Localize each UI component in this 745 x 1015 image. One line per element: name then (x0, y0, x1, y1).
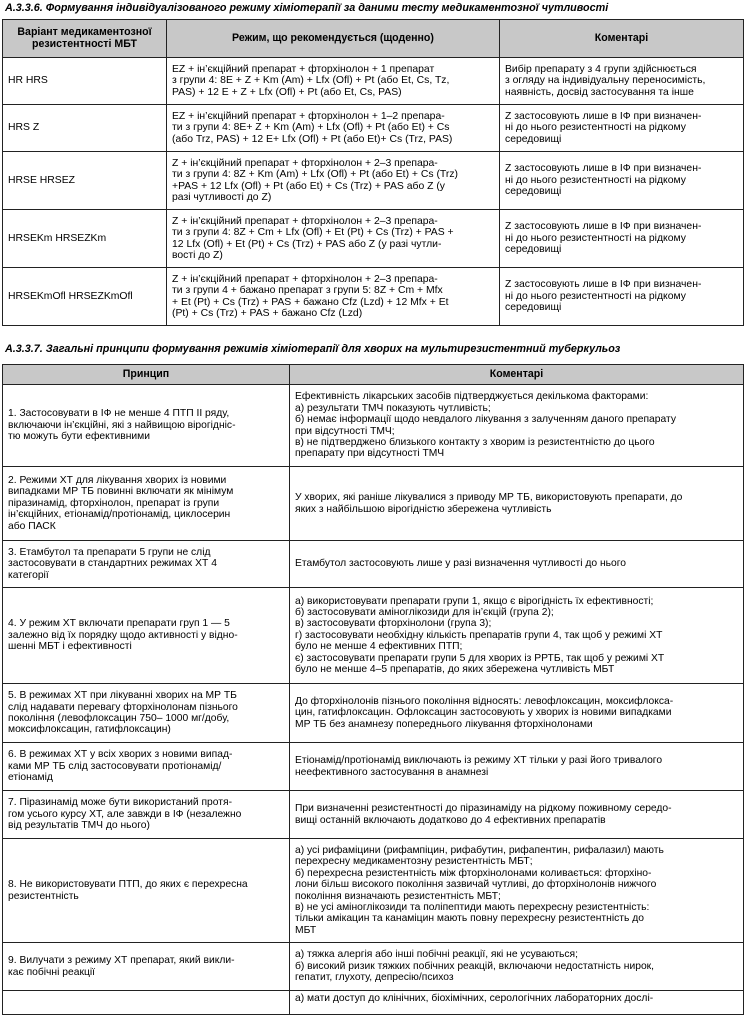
table-row (3, 58, 744, 105)
table-row (3, 839, 744, 943)
table1-comment-cell: Z застосовують лише в ІФ при визначен- ні до нього резистентності на рідкому середовищі (500, 268, 744, 326)
table1-variant-cell: HRSEKm HRSEZKm (3, 210, 167, 268)
table-row (3, 105, 744, 152)
table1-header-row (3, 20, 744, 58)
table-row (3, 743, 744, 791)
table2-principle-cell: 3. Етамбутол та препарати 5 групи не слід застосовувати в стандартних режимах ХТ 4 категорії (3, 541, 290, 588)
table1-header-regimen: Режим, що рекомендується (щоденно) (167, 20, 500, 58)
table2-comment-cell: Етамбутол застосовують лише у разі визначення чутливості до нього (290, 541, 744, 588)
table2-principle-cell: 7. Піразинамід може бути використаний протя- гом усього курсу ХТ, але завжди в ІФ (незалежно від результатів ТМЧ до нього) (3, 791, 290, 839)
table1-header-comment: Коментарі (500, 20, 744, 58)
table1-header-variant: Варіант медикаментозної резистентності МБТ (3, 20, 167, 58)
table-row (3, 588, 744, 684)
table-row (3, 210, 744, 268)
table-row (3, 791, 744, 839)
table1-comment-cell: Z застосовують лише в ІФ при визначен- ні до нього резистентності на рідкому середовищі (500, 105, 744, 152)
table-row (3, 152, 744, 210)
table2-comment-cell: При визначенні резистентності до піразинаміду на рідкому поживному середо- вищі останній включають додатково до 4 ефективних препаратів (290, 791, 744, 839)
table-row (3, 385, 744, 467)
table1-regimen-cell: EZ + ін’єкційний препарат + фторхінолон + 1 препарат з групи 4: 8E + Z + Km (Am) + Lfx (Ofl) + Pt (або Et, Cs, Tz, PAS) + 12 E + Z + Lfx (Ofl) + Pt (або Et, Cs, PAS) (167, 58, 500, 105)
table1-variant-cell: HRSEKmOfl HRSEZKmOfl (3, 268, 167, 326)
table2-header-principle: Принцип (3, 365, 290, 385)
table-row (3, 684, 744, 743)
table1-regimen-cell: EZ + ін’єкційний препарат + фторхінолон + 1–2 препара- ти з групи 4: 8E+ Z + Km (Am) + Lfx (Ofl) + Pt (або Et) + Cs (або Trz, PAS) + 12 E+ Lfx (Ofl) + Pt (або Et)+ Cs (Trz, PAS) (167, 105, 500, 152)
principles-table (2, 364, 744, 1015)
table2-principle-cell: 5. В режимах ХТ при лікуванні хворих на МР ТБ слід надавати перевагу фторхінолонам пізнього покоління (левофлоксацин 750– 1000 мг/добу, моксифлоксацин, гатифлоксацин) (3, 684, 290, 743)
table1-caption: А.3.3.6. Формування індивідуалізованого режиму хіміотерапії за даними тесту медикаментозної чутливості (5, 2, 609, 14)
table2-principle-cell: 6. В режимах ХТ у всіх хворих з новими випад- ками МР ТБ слід застосовувати протіонамід/ етіонамід (3, 743, 290, 791)
table-row (3, 943, 744, 991)
table1-variant-cell: HRSE HRSEZ (3, 152, 167, 210)
table2-principle-cell: 2. Режими ХТ для лікування хворих із новими випадками МР ТБ повинні включати як мінімум піразинамід, фторхінолон, препарат із групи ін’єкційних, етіонамід/протіонамід, циклосерин або ПАСК (3, 467, 290, 541)
table2-principle-cell: 4. У режим ХТ включати препарати груп 1 — 5 залежно від їх порядку щодо активності у відно- шенні МБТ і ефективності (3, 588, 290, 684)
table2-principle-cell: 9. Вилучати з режиму ХТ препарат, який викли- кає побічні реакції (3, 943, 290, 991)
table-row (3, 467, 744, 541)
table-row (3, 541, 744, 588)
table2-comment-cell: Ефективність лікарських засобів підтверджується декількома факторами: а) результати ТМЧ показують чутливість; б) немає інформації щодо невдалого лікування з залученням даного препарату при відсутності ТМЧ; в) не підтверджено близького контакту з хворим із резистентністю до цього препарату при відсутності ТМЧ (290, 385, 744, 467)
table1-variant-cell: HR HRS (3, 58, 167, 105)
table1-comment-cell: Z застосовують лише в ІФ при визначен- ні до нього резистентності на рідкому середовищі (500, 210, 744, 268)
table2-principle-cell (3, 991, 290, 1015)
table2-header-comment: Коментарі (290, 365, 744, 385)
table2-comment-cell: а) тяжка алергія або інші побічні реакції, які не усуваються; б) високий ризик тяжких побічних реакцій, включаючи недостатність нирок, гепатит, глухоту, депресію/психоз (290, 943, 744, 991)
table1-regimen-cell: Z + ін’єкційний препарат + фторхінолон + 2–3 препара- ти з групи 4: 8Z + Km (Am) + Lfx (Ofl) + Pt (або Et) + Cs (Trz) +PAS + 12 Lfx (Ofl) + Pt (або Et) + Cs (Trz) + PAS або Z (у разі чутливості до Z) (167, 152, 500, 210)
table2-comment-cell: а) усі рифаміцини (рифампіцин, рифабутин, рифапентин, рифалазил) мають перехресну медикаментозну резистентність МБТ; б) перехресна резистентність між фторхінолонами коливається: фторхіно- лони більш високого покоління зазвичай чутливі, до фторхінолонів нижчого покоління визначають резистентність МБТ; в) не усі аміноглікозиди та поліпептиди мають перехресну резистентність: тільки амікацин та канаміцин мають повну перехресну резистентність до МБТ (290, 839, 744, 943)
table2-comment-cell: Етіонамід/протіонамід виключають із режиму ХТ тільки у разі його тривалого неефективного застосування в анамнезі (290, 743, 744, 791)
table-row (3, 268, 744, 326)
table2-principle-cell: 1. Застосовувати в ІФ не менше 4 ПТП ІІ ряду, включаючи ін’єкційні, які з найвищою вірогіднiс- тю можуть бути ефективними (3, 385, 290, 467)
table2-principle-cell: 8. Не використовувати ПТП, до яких є перехресна резистентність (3, 839, 290, 943)
table1-variant-cell: HRS Z (3, 105, 167, 152)
table1-comment-cell: Вибір препарату з 4 групи здійснюється з огляду на індивідуальну переносимість, наявність, досвід застосування та інше (500, 58, 744, 105)
table2-comment-cell: До фторхінолонів пізнього покоління відносять: левофлоксацин, моксифлокса- цин, гатифлоксацин. Офлоксацин застосовують у хворих із новими випадками МР ТБ без анамнезу попереднього лікування фторхінолонами (290, 684, 744, 743)
table2-comment-cell: а) мати доступ до клінічних, біохімічних, серологічних лабораторних дослі- (290, 991, 744, 1015)
table2-comment-cell: а) використовувати препарати групи 1, якщо є вірогідність їх ефективності; б) застосовувати аміноглікозиди для ін’єкцій (група 2); в) застосовувати фторхінолони (група 3); г) застосовувати необхідну кількість препаратів групи 4, так щоб у режимі ХТ було не менше 4 ефективних ПТП; є) застосовувати препарати групи 5 для хворих із РРТБ, так щоб у режимі ХТ було не менше 4–5 препаратів, до яких збережена чутливість МБТ (290, 588, 744, 684)
table1-regimen-cell: Z + ін’єкційний препарат + фторхінолон + 2–3 препара- ти з групи 4: 8Z + Cm + Lfx (Ofl) + Et (Pt) + Cs (Trz) + PAS + 12 Lfx (Ofl) + Et (Pt) + Cs (Trz) + PAS або Z (у разі чутли- вості до Z) (167, 210, 500, 268)
table1-regimen-cell: Z + ін’єкційний препарат + фторхінолон + 2–3 препара- ти з групи 4 + бажано препарат з групи 5: 8Z + Cm + Mfx + Et (Pt) + Cs (Trz) + PAS + бажано Cfz (Lzd) + 12 Mfx + Et (Pt) + Cs (Trz) + PAS + бажано Cfz (Lzd) (167, 268, 500, 326)
table2-header-row (3, 365, 744, 385)
table1-comment-cell: Z застосовують лише в ІФ при визначен- ні до нього резистентності на рідкому середовищі (500, 152, 744, 210)
regimen-table (2, 19, 744, 326)
table2-caption: А.3.3.7. Загальні принципи формування режимів хіміотерапії для хворих на мультирезистентний туберкульоз (5, 343, 621, 355)
table2-comment-cell: У хворих, які раніше лікувалися з приводу МР ТБ, використовують препарати, до яких з найбільшою вірогідністю збережена чутливість (290, 467, 744, 541)
table-row (3, 991, 744, 1015)
